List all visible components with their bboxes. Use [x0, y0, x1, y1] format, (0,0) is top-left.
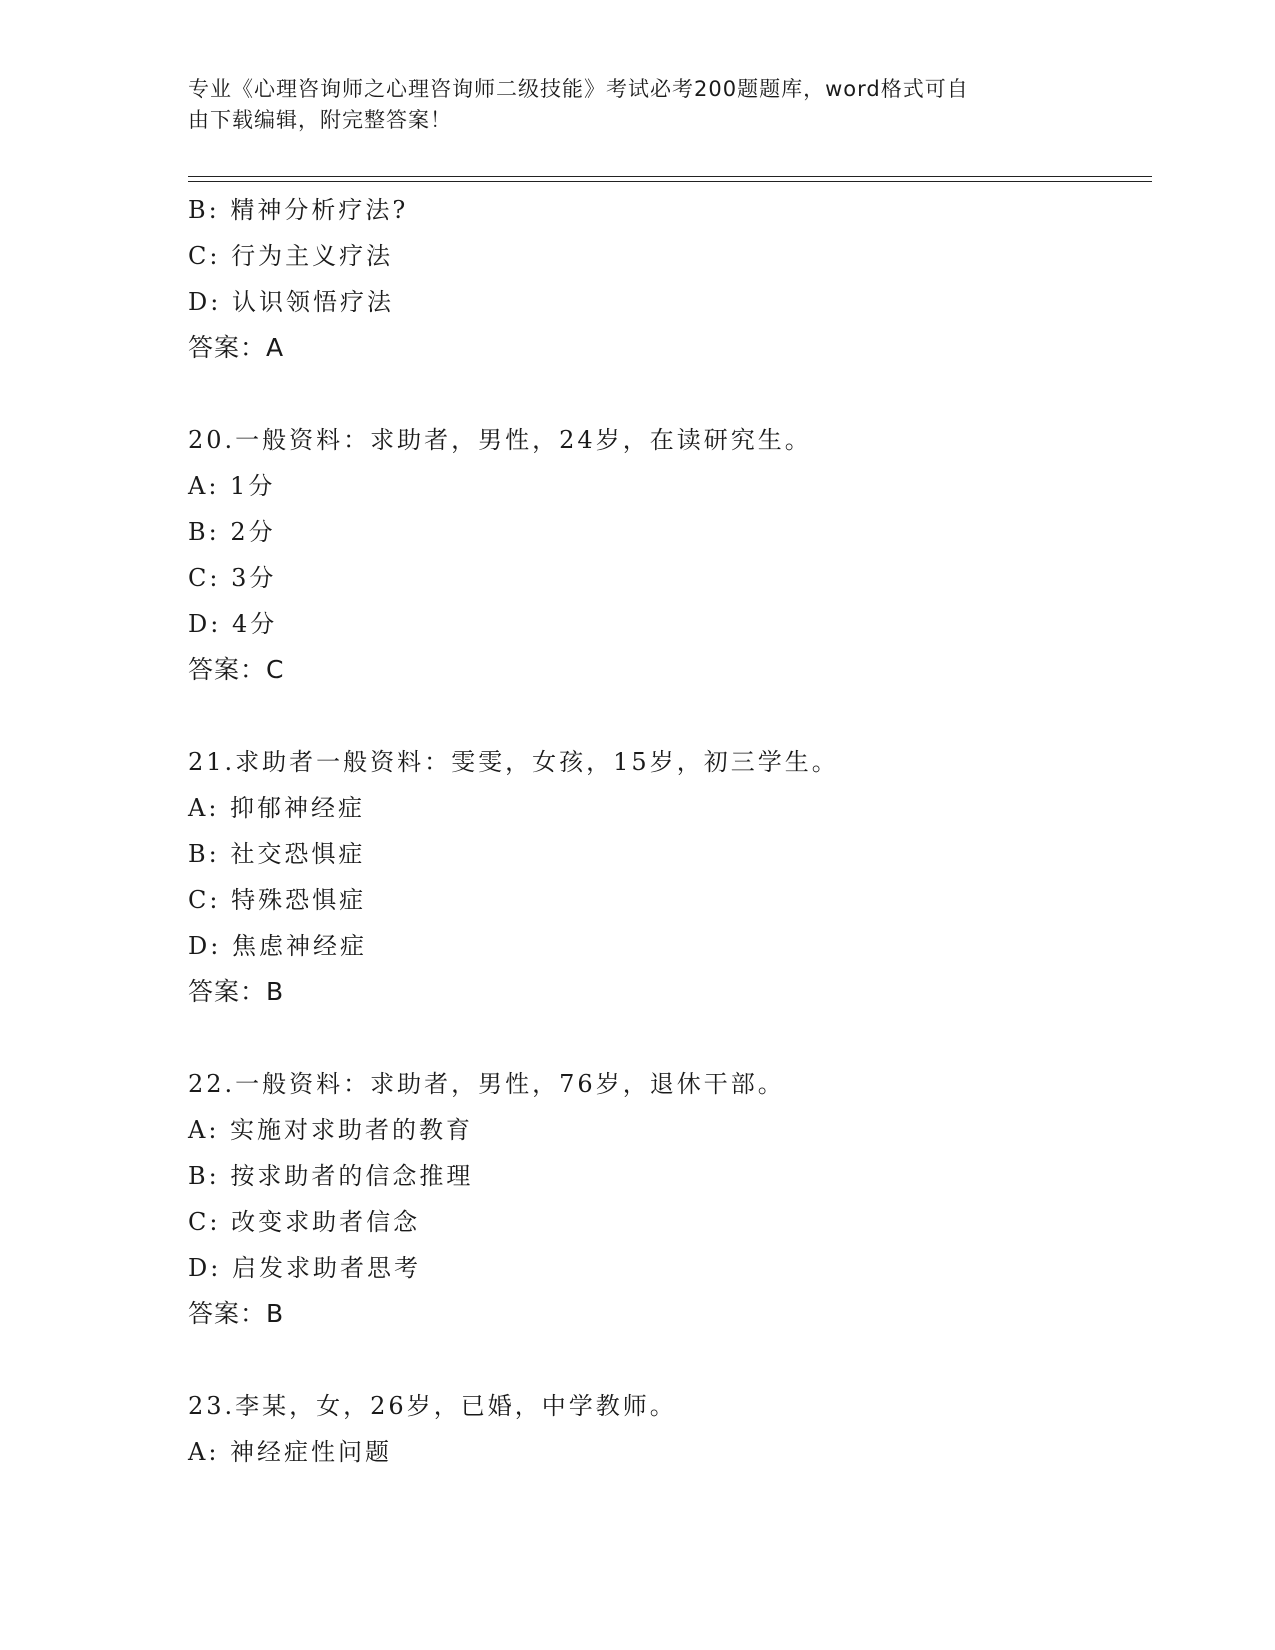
question-list [188, 187, 1148, 1475]
option-b: B: 社交恐惧症 [188, 840, 366, 868]
question-block-21 [188, 739, 1148, 1015]
option-c: C: 特殊恐惧症 [188, 886, 367, 914]
option-a: A: 抑郁神经症 [188, 794, 366, 822]
question-block-22 [188, 1061, 1148, 1337]
spacer [188, 1337, 1148, 1383]
question-block-20 [188, 417, 1148, 693]
document-header [188, 74, 1068, 136]
option-c: C: 3分 [188, 564, 277, 592]
option-d: D: 4分 [188, 610, 278, 638]
spacer [188, 1015, 1148, 1061]
header-rule-top [188, 176, 1152, 177]
answer-line: 答案：A [188, 333, 285, 362]
option-d: D: 启发求助者思考 [188, 1254, 421, 1282]
option-d: D: 焦虑神经症 [188, 932, 367, 960]
option-c: C: 改变求助者信念 [188, 1208, 421, 1236]
option-b: B: 按求助者的信念推理 [188, 1162, 474, 1190]
spacer [188, 693, 1148, 739]
option-a: A: 实施对求助者的教育 [188, 1116, 474, 1144]
question-stem: 23.李某，女，26岁，已婚，中学教师。 [188, 1392, 677, 1420]
answer-line: 答案：B [188, 1299, 285, 1328]
option-b: B: 精神分析疗法? [188, 196, 409, 224]
question-block-19 [188, 187, 1148, 371]
option-a: A: 1分 [188, 472, 276, 500]
question-stem: 22.一般资料：求助者，男性，76岁，退休干部。 [188, 1070, 785, 1098]
option-c: C: 行为主义疗法 [188, 242, 394, 270]
option-d: D: 认识领悟疗法 [188, 288, 394, 316]
option-b: B: 2分 [188, 518, 276, 546]
option-a: A: 神经症性问题 [188, 1438, 393, 1466]
question-stem: 20.一般资料：求助者，男性，24岁，在读研究生。 [188, 426, 812, 454]
question-block-23 [188, 1383, 1148, 1475]
header-line-2: 由下载编辑，附完整答案！ [188, 108, 452, 132]
question-stem: 21.求助者一般资料：雯雯，女孩，15岁，初三学生。 [188, 748, 839, 776]
answer-line: 答案：B [188, 977, 285, 1006]
header-rule-bottom [188, 181, 1152, 182]
spacer [188, 371, 1148, 417]
header-line-1: 专业《心理咨询师之心理咨询师二级技能》考试必考200题题库，word格式可自 [188, 77, 969, 101]
answer-line: 答案：C [188, 655, 285, 684]
